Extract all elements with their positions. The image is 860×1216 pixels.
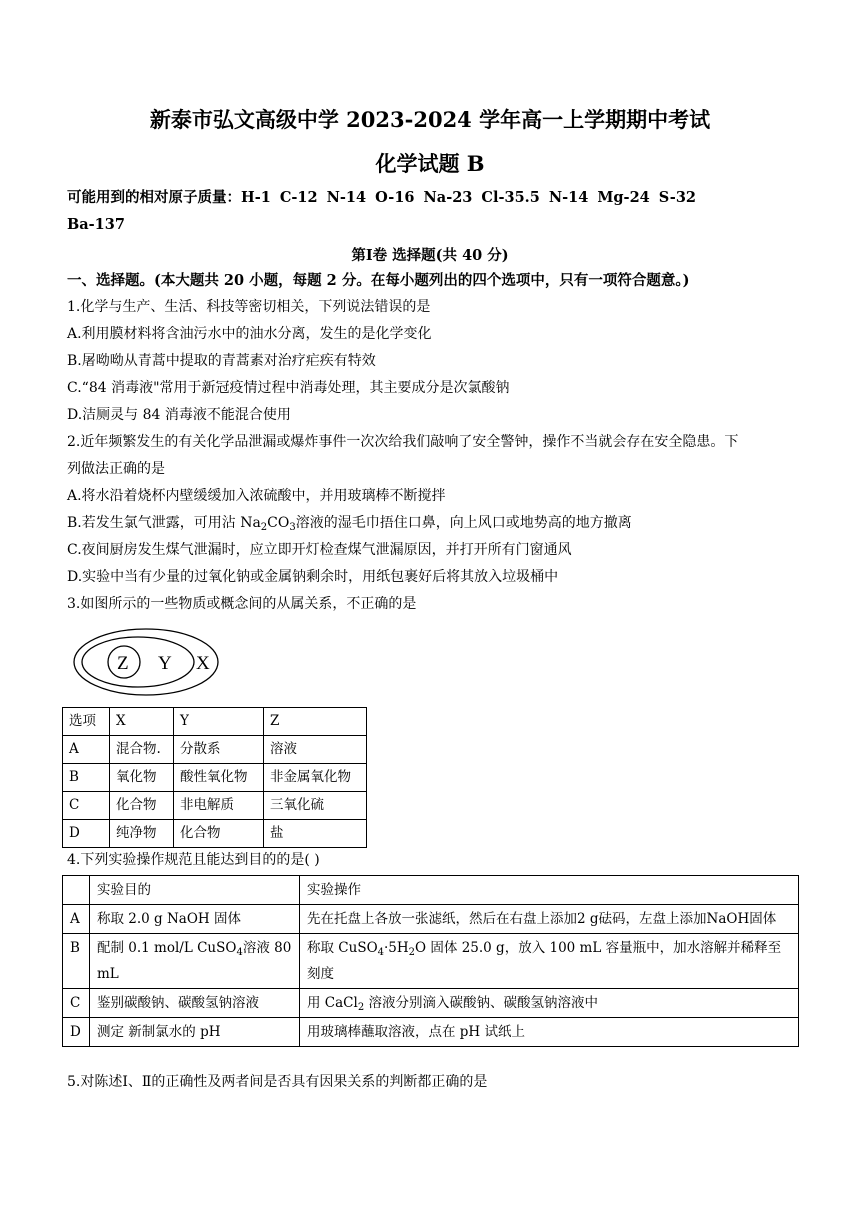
table-row <box>63 792 367 820</box>
table-row <box>63 876 799 905</box>
table-cell: 用玻璃棒蘸取溶液，点在 pH 试纸上 <box>300 1018 799 1047</box>
cell-text: 称取 CuSO <box>307 940 378 956</box>
table-cell: A <box>63 736 110 764</box>
subscript: 3 <box>289 522 296 533</box>
table-cell: 称取 2.0 g NaOH 固体 <box>90 905 300 934</box>
table-cell: 先在托盘上各放一张滤纸，然后在右盘上添加2 g砝码，左盘上添加NaOH固体 <box>300 905 799 934</box>
table-cell: 溶液 <box>264 736 367 764</box>
table-cell: 混合物. <box>110 736 174 764</box>
cell-text: 用 CaCl <box>307 995 358 1011</box>
table-cell <box>90 934 300 989</box>
table-row <box>63 708 367 736</box>
q2-option-a: A.将水沿着烧杯内壁缓缓加入浓硫酸中，并用玻璃棒不断搅拌 <box>67 488 446 504</box>
table-cell: 化合物 <box>174 820 264 848</box>
table-row <box>63 764 367 792</box>
q5-stem: 5.对陈述Ⅰ、Ⅱ的正确性及两者间是否具有因果关系的判断都正确的是 <box>67 1074 488 1090</box>
table-row <box>63 934 799 989</box>
table-cell: B <box>63 934 90 989</box>
table-cell: 化合物 <box>110 792 174 820</box>
q2-option-b-text: CO <box>267 515 290 531</box>
q2-stem-line-1: 2.近年频繁发生的有关化学品泄漏或爆炸事件一次次给我们敲响了安全警钟，操作不当就会存在安全隐患。下 <box>67 434 739 450</box>
nested-sets-diagram <box>72 626 224 698</box>
q1-option-d: D.洁厕灵与 84 消毒液不能混合使用 <box>67 407 291 423</box>
exam-title: 新泰市弘文高级中学 2023-2024 学年高一上学期期中考试 <box>149 107 711 132</box>
table-cell: A <box>63 905 90 934</box>
table-cell <box>63 876 90 905</box>
q4-stem: 4.下列实验操作规范且能达到目的的是( ) <box>67 852 320 868</box>
q1-option-a: A.利用膜材料将含油污水中的油水分离，发生的是化学变化 <box>67 326 432 342</box>
q2-option-b-text: B.若发生氯气泄露，可用沾 Na <box>67 515 261 531</box>
cell-text: O 固体 25.0 g，放入 100 mL 容量瓶中，加水溶解并稀释至刻度 <box>307 940 782 982</box>
table-cell: C <box>63 989 90 1018</box>
section-title: 第Ⅰ卷 选择题(共 40 分) <box>351 247 509 264</box>
exam-subtitle: 化学试题 B <box>375 151 485 176</box>
q3-options-table <box>62 707 367 848</box>
table-cell: Z <box>264 708 367 736</box>
middle-ellipse-y <box>82 637 194 687</box>
table-cell: 盐 <box>264 820 367 848</box>
table-cell: 酸性氧化物 <box>174 764 264 792</box>
atomic-mass-line-1: 可能用到的相对原子质量：H-1 C-12 N-14 O-16 Na-23 Cl-35.5 N-14 Mg-24 S-32 <box>67 189 696 206</box>
table-cell: 实验操作 <box>300 876 799 905</box>
table-row <box>63 820 367 848</box>
cell-text: 配制 0.1 mol/L CuSO <box>97 940 237 956</box>
table-cell: 三氧化硫 <box>264 792 367 820</box>
subscript: 2 <box>260 522 268 533</box>
table-cell: 纯净物 <box>110 820 174 848</box>
table-row <box>63 989 799 1018</box>
q2-option-c: C.夜间厨房发生煤气泄漏时，应立即开灯检查煤气泄漏原因，并打开所有门窗通风 <box>67 542 572 558</box>
q4-experiment-table <box>62 875 799 1047</box>
atomic-mass-line-2: Ba-137 <box>67 216 125 233</box>
table-cell: X <box>110 708 174 736</box>
q2-option-b-text: 溶液的湿毛巾捂住口鼻，向上风口或地势高的地方撤离 <box>295 515 632 531</box>
table-cell: 分散系 <box>174 736 264 764</box>
table-cell: C <box>63 792 110 820</box>
q2-stem-line-2: 列做法正确的是 <box>67 461 165 477</box>
q2-option-b <box>67 513 632 533</box>
table-row <box>63 736 367 764</box>
label-x: X <box>196 653 210 674</box>
table-row <box>63 905 799 934</box>
table-cell: Y <box>174 708 264 736</box>
q2-option-d: D.实验中当有少量的过氧化钠或金属钠剩余时，用纸包裹好后将其放入垃圾桶中 <box>67 569 559 585</box>
table-cell: 氧化物 <box>110 764 174 792</box>
table-cell: 实验目的 <box>90 876 300 905</box>
label-y: Y <box>158 653 172 674</box>
table-cell: D <box>63 820 110 848</box>
subscript: 4 <box>236 947 243 958</box>
table-cell: 非金属氧化物 <box>264 764 367 792</box>
cell-text: ·5H <box>384 940 409 956</box>
subscript: 4 <box>377 947 385 958</box>
table-cell <box>300 934 799 989</box>
label-z: Z <box>117 653 129 674</box>
table-cell: 选项 <box>63 708 110 736</box>
q1-option-c: C.“84 消毒液"常用于新冠疫情过程中消毒处理，其主要成分是次氯酸钠 <box>67 380 510 396</box>
cell-text: 溶液 80 mL <box>97 940 292 982</box>
table-cell: B <box>63 764 110 792</box>
q1-option-b: B.屠呦呦从青蒿中提取的青蒿素对治疗疟疾有特效 <box>67 353 376 369</box>
table-cell: 测定 新制氯水的 pH <box>90 1018 300 1047</box>
subscript: 2 <box>357 1002 365 1013</box>
table-cell: D <box>63 1018 90 1047</box>
subscript: 2 <box>408 947 416 958</box>
table-cell <box>300 989 799 1018</box>
table-row <box>63 1018 799 1047</box>
cell-text: 溶液分别滴入碳酸钠、碳酸氢钠溶液中 <box>364 995 598 1011</box>
part-title: 一、选择题。(本大题共 20 小题，每题 2 分。在每小题列出的四个选项中，只有一项符合题意。) <box>67 272 690 289</box>
table-cell: 鉴别碳酸钠、碳酸氢钠溶液 <box>90 989 300 1018</box>
q3-stem: 3.如图所示的一些物质或概念间的从属关系，不正确的是 <box>67 596 417 612</box>
q1-stem: 1.化学与生产、生活、科技等密切相关，下列说法错误的是 <box>67 299 431 315</box>
table-cell: 非电解质 <box>174 792 264 820</box>
